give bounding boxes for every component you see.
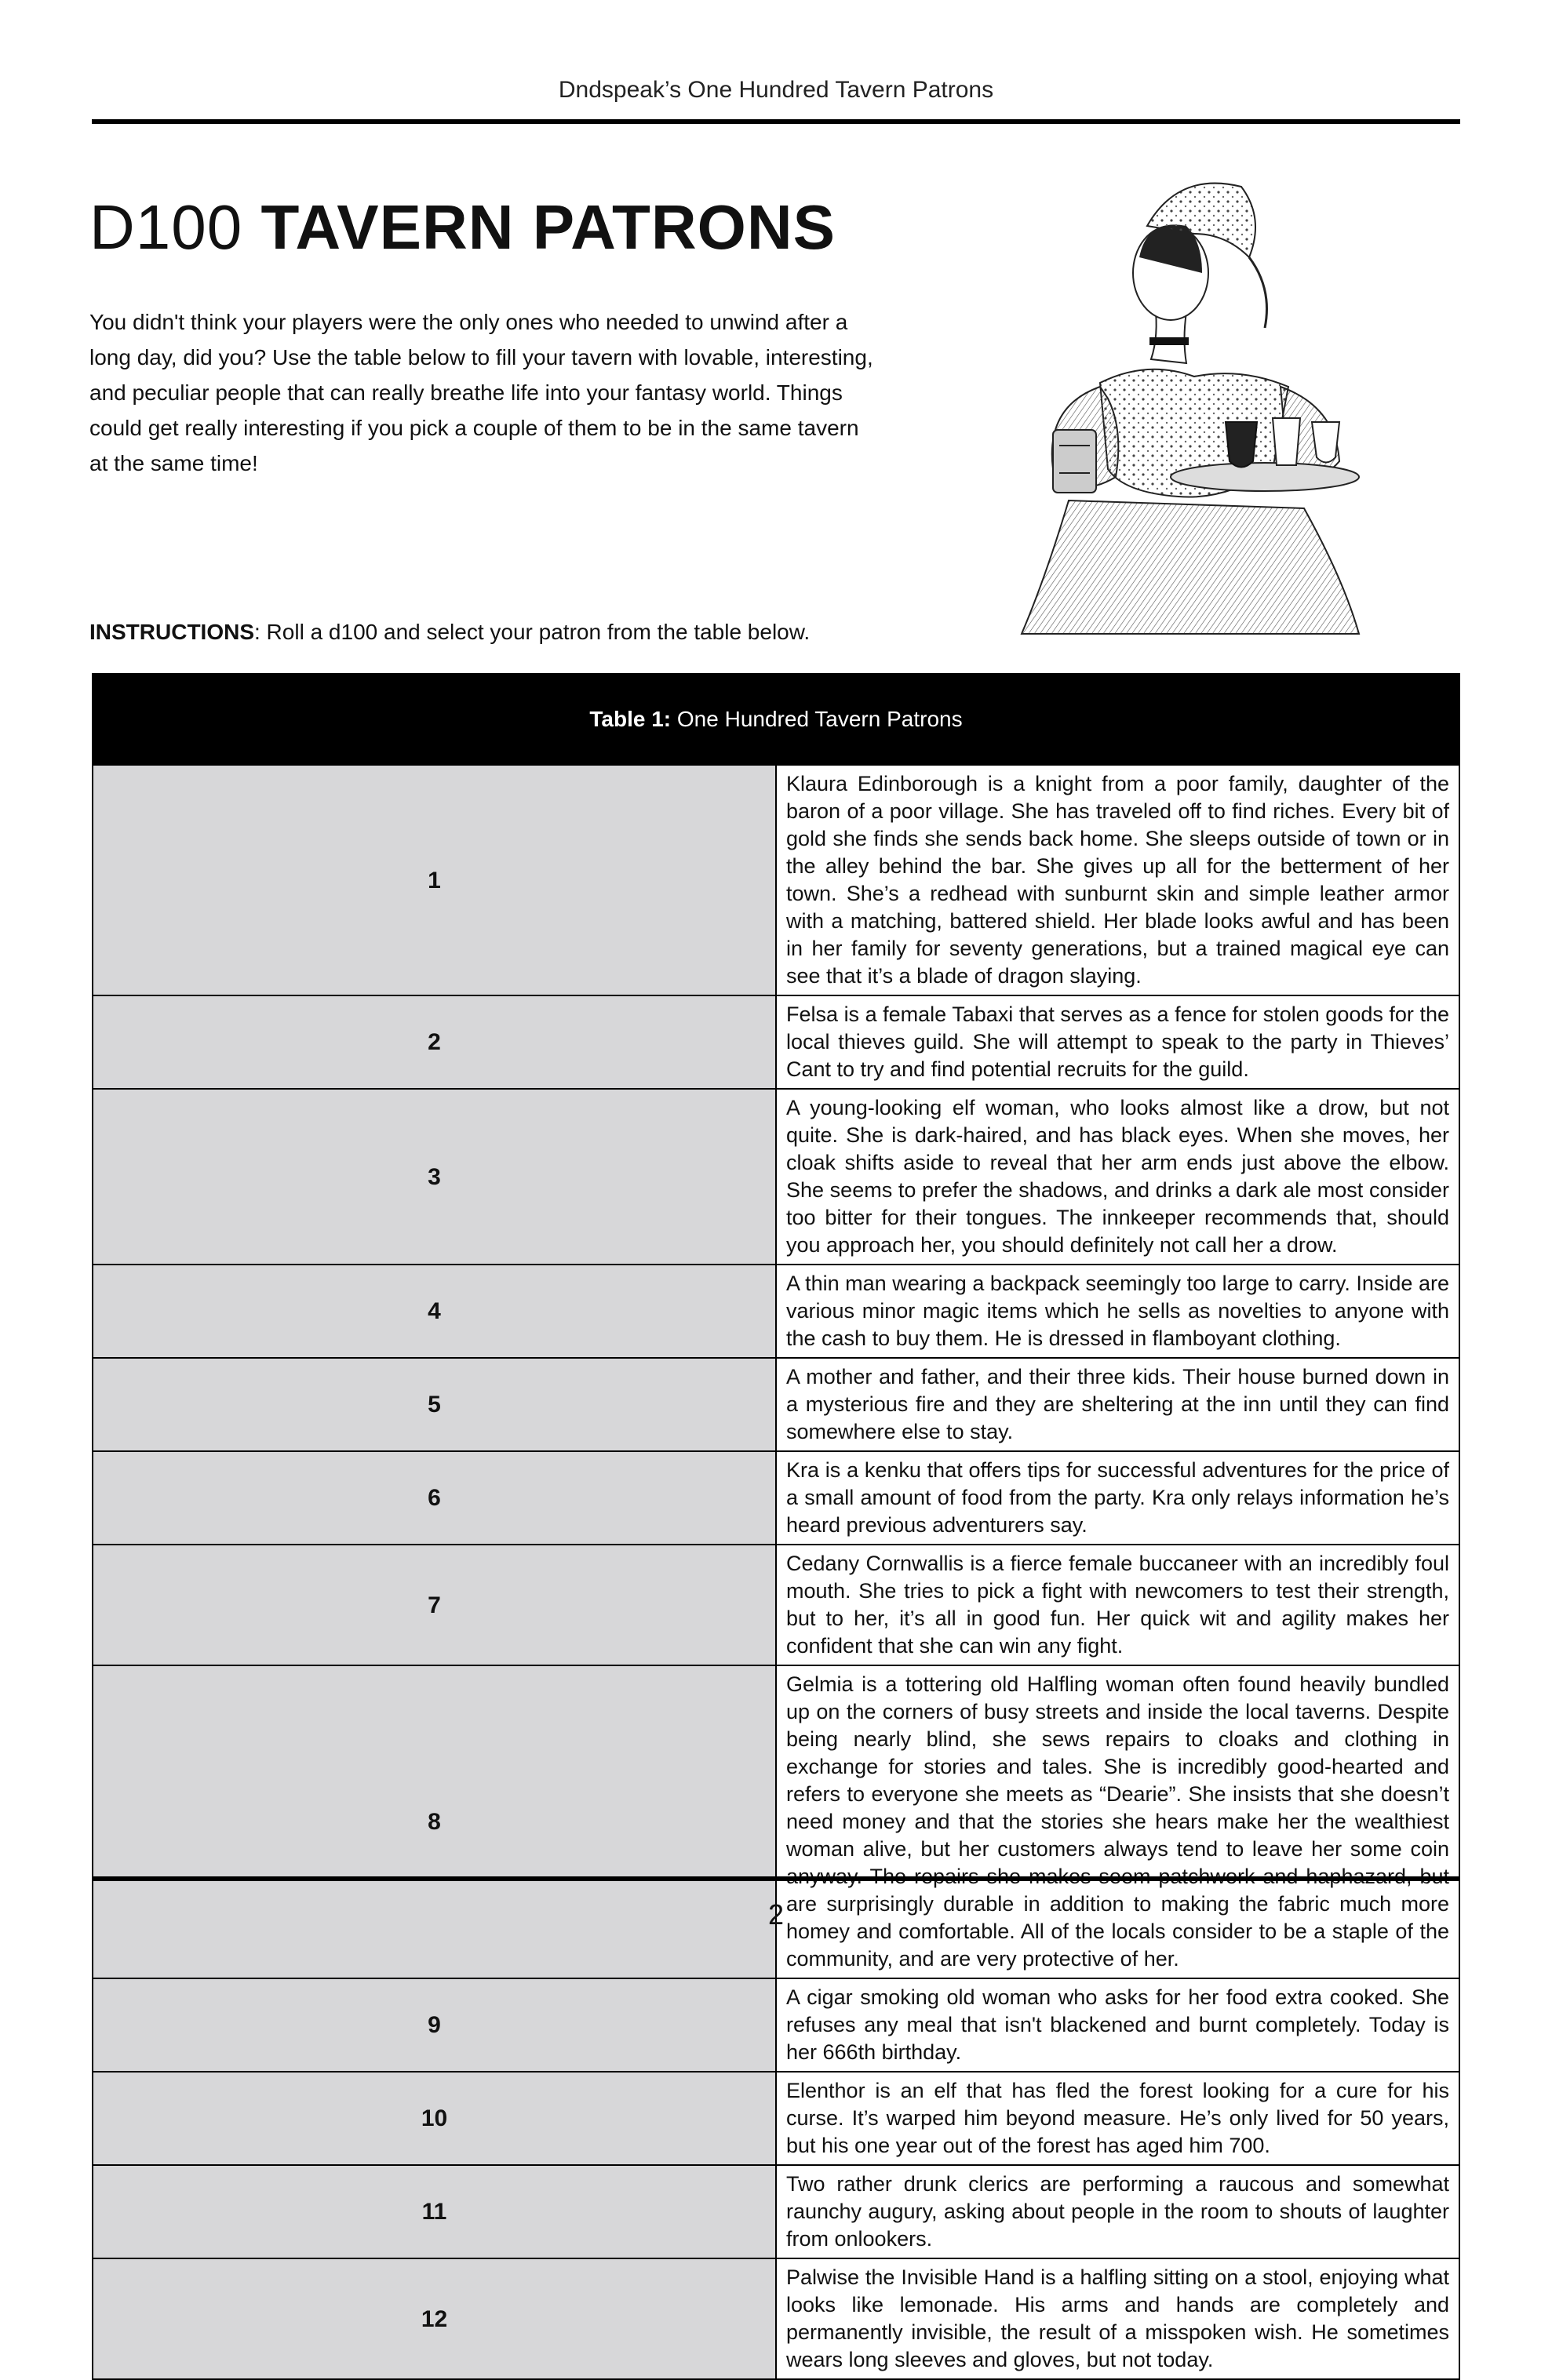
- table-caption-label: Table 1:: [589, 707, 672, 731]
- roll-number: 10: [93, 2072, 776, 2165]
- page-number: 2: [767, 1898, 785, 1931]
- roll-number: 12: [93, 2258, 776, 2379]
- table-row: [93, 1665, 1459, 1978]
- page-title: [89, 188, 836, 267]
- roll-number: 4: [93, 1265, 776, 1358]
- roll-number: 6: [93, 1451, 776, 1545]
- roll-number: 2: [93, 995, 776, 1089]
- roll-number: 1: [93, 765, 776, 995]
- patron-description: Kra is a kenku that offers tips for successful adventures for the price of a small amount of food from the party. Kra only relays information he’s heard previous adventurers say.: [776, 1451, 1459, 1545]
- title-prefix: D100: [89, 192, 243, 262]
- roll-number: 9: [93, 1978, 776, 2072]
- patron-description: Klaura Edinborough is a knight from a poor family, daughter of the baron of a poor village. She has traveled off to find riches. Every bit of gold she finds she sends back home. She sleeps outside of town or in the alley behind the bar. She gives up all for the betterment of her town. She’s a redhead with sunburnt skin and simple leather armor with a matching, battered shield. Her blade looks awful and has been in her family for seventy generations, but a trained magical eye can see that it’s a blade of dragon slaying.: [776, 765, 1459, 995]
- running-header: Dndspeak’s One Hundred Tavern Patrons: [558, 77, 994, 103]
- intro-paragraph: You didn't think your players were the only ones who needed to unwind after a long day, did you? Use the table below to fill your tavern with lovable, interesting, and peculiar people that can really breathe life into your fantasy world. Things could get really interesting if you pick a couple of them to be in the same tavern at the same time!: [89, 310, 873, 475]
- table-row: [93, 765, 1459, 995]
- roll-number: 8: [93, 1665, 776, 1978]
- tavern-maid-illustration: [990, 171, 1430, 642]
- patron-description: Gelmia is a tottering old Halfling woman often found heavily bundled up on the corners of busy streets and inside the local taverns. Despite being nearly blind, she sews repairs to cloaks and clothing in exchange for stories and tales. She is incredibly good-hearted and refers to everyone she meets as “Dearie”. She insists that she doesn’t need money and that the stories she hears make her the wealthiest woman alive, but her customers always tend to leave her some coin are surprisingly durable in addition to making the fabric much more homey and comfortable. All of the locals consider to be a staple of the community, and are very protective of her.: [776, 1665, 1459, 1978]
- patron-description: A mother and father, and their three kids. Their house burned down in a mysterious fire and they are sheltering at the inn until they can find somewhere else to stay.: [776, 1358, 1459, 1451]
- title-main: TAVERN PATRONS: [260, 192, 836, 262]
- table-row: [93, 2072, 1459, 2165]
- table-caption: [93, 674, 1459, 765]
- instructions-label: INSTRUCTIONS: [89, 620, 254, 644]
- patron-description: A young-looking elf woman, who looks almost like a drow, but not quite. She is dark-haired, and has black eyes. When she moves, her cloak shifts aside to reveal that her arm ends just above the elbow. She seems to prefer the shadows, and drinks a dark ale most consider too bitter for their tongues. The innkeeper recommends that, should you approach her, you should definitely not call her a drow.: [776, 1089, 1459, 1265]
- patron-description: Felsa is a female Tabaxi that serves as a fence for stolen goods for the local thieves guild. She will attempt to speak to the party in Thieves’ Cant to try and find potential recruits for the guild.: [776, 995, 1459, 1089]
- roll-number: 5: [93, 1358, 776, 1451]
- patron-description: Two rather drunk clerics are performing a raucous and somewhat raunchy augury, asking about people in the room to shouts of laughter from onlookers.: [776, 2165, 1459, 2258]
- patrons-table: [92, 673, 1460, 2380]
- roll-number: 11: [93, 2165, 776, 2258]
- roll-number: 3: [93, 1089, 776, 1265]
- instructions-text: : Roll a d100 and select your patron from the table below.: [254, 620, 811, 644]
- patron-description: A cigar smoking old woman who asks for her food extra cooked. She refuses any meal that isn't blackened and burnt completely. Today is her 666th birthday.: [776, 1978, 1459, 2072]
- table-row: [93, 995, 1459, 1089]
- table-row: [93, 1265, 1459, 1358]
- table-row: [93, 1451, 1459, 1545]
- patron-description: Elenthor is an elf that has fled the forest looking for a cure for his curse. It’s warped him beyond measure. He’s only lived for 50 years, but his one year out of the forest has aged him 700.: [776, 2072, 1459, 2165]
- instructions: [89, 617, 810, 648]
- roll-number: 7: [93, 1545, 776, 1665]
- table-caption-text: One Hundred Tavern Patrons: [671, 707, 963, 731]
- table-row: [93, 1089, 1459, 1265]
- patron-description: Cedany Cornwallis is a fierce female buccaneer with an incredibly foul mouth. She tries to pick a fight with newcomers to test their strength, but to her, it’s all in good fun. Her quick wit and agility makes her confident that she can win any fight.: [776, 1545, 1459, 1665]
- header-rule: [92, 119, 1460, 124]
- patron-description: A thin man wearing a backpack seemingly too large to carry. Inside are various minor magic items which he sells as novelties to anyone with the cash to buy them. He is dressed in flamboyant clothing.: [776, 1265, 1459, 1358]
- table-row: [93, 1978, 1459, 2072]
- patron-description: Palwise the Invisible Hand is a halfling sitting on a stool, enjoying what looks like lemonade. His arms and hands are completely and permanently invisible, the result of a misspoken wish. He sometimes wears long sleeves and gloves, but not today.: [776, 2258, 1459, 2379]
- table-header-row: [93, 674, 1459, 765]
- table-row: [93, 1545, 1459, 1665]
- table-row: [93, 2258, 1459, 2379]
- table-row: [93, 1358, 1459, 1451]
- table-row: [93, 2165, 1459, 2258]
- footer-rule: [92, 1876, 1460, 1881]
